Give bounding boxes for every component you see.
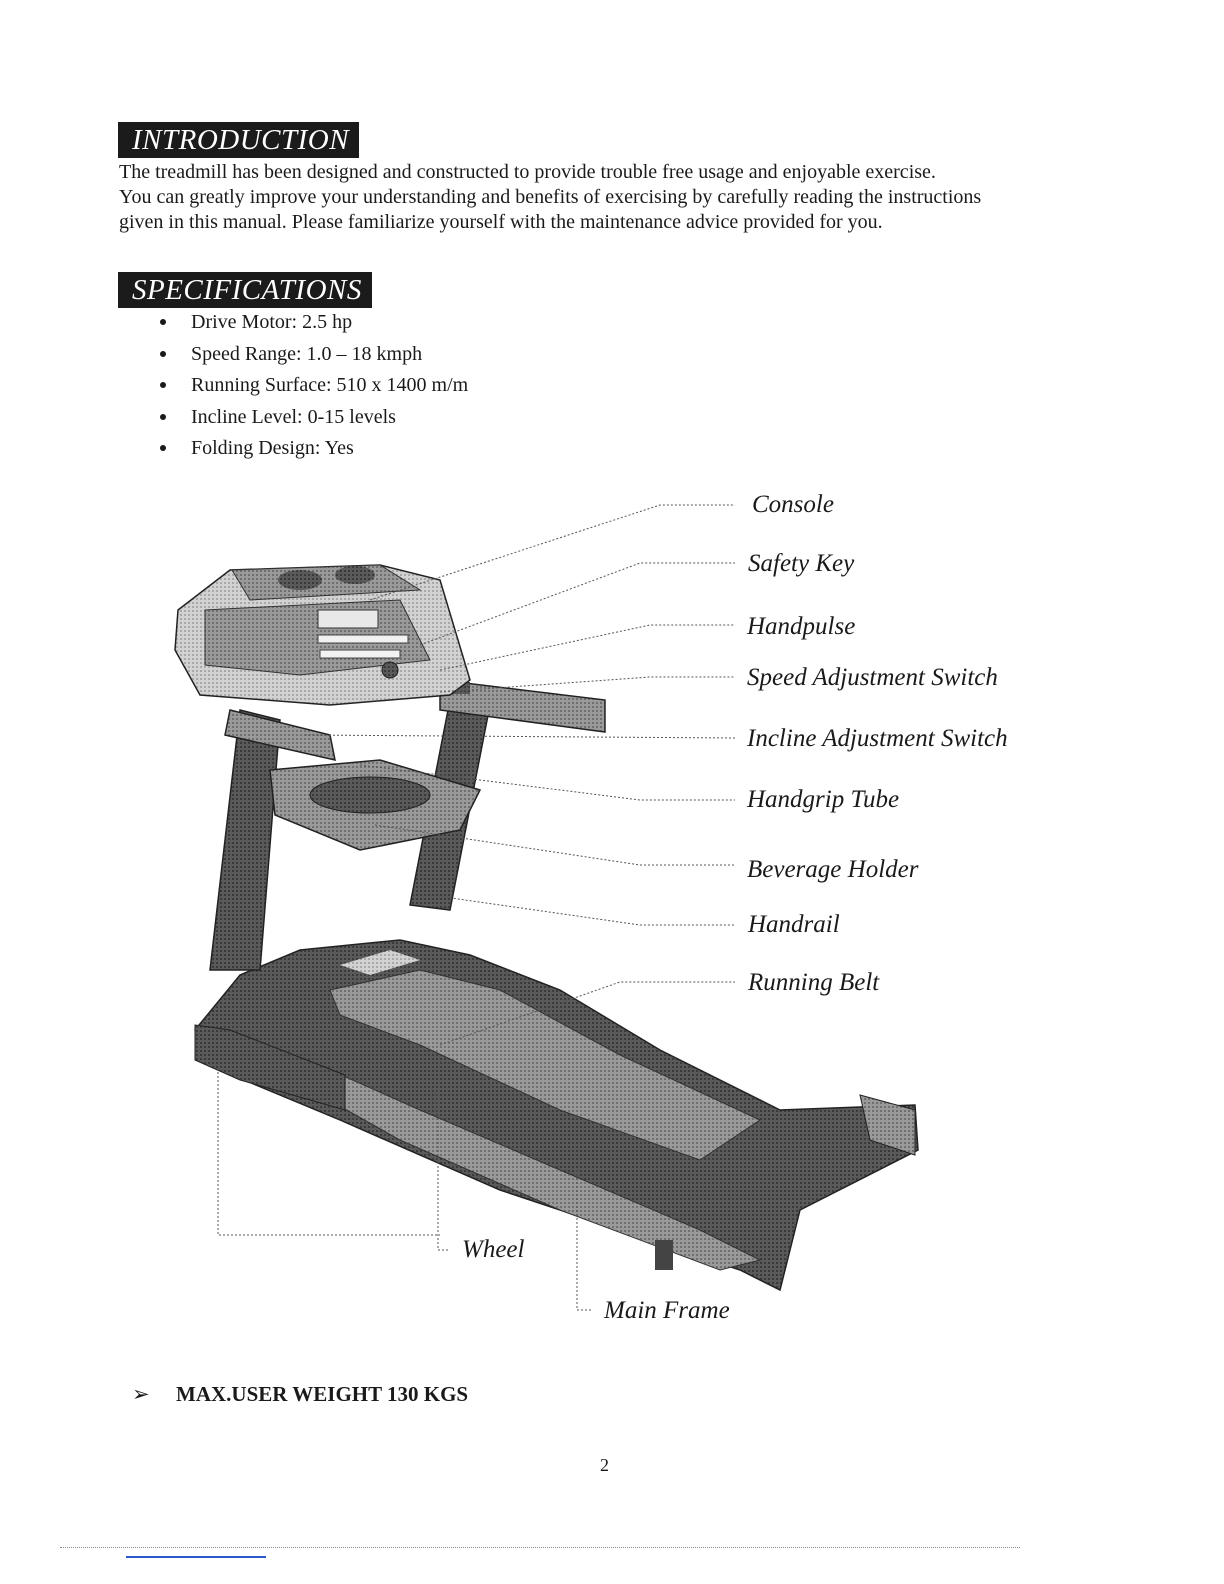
callout-console: Console [752,491,834,518]
page-number: 2 [600,1455,609,1475]
callout-handgrip-tube: Handgrip Tube [747,786,900,813]
introduction-heading: INTRODUCTION [118,122,359,158]
intro-line: You can greatly improve your understanding and benefits of exercising by carefully reading the instructions [119,186,982,208]
spec-item-speed-range: Speed Range: 1.0 – 18 kmph [160,340,468,372]
footer-divider [60,1547,1020,1548]
callout-handpulse: Handpulse [747,613,856,640]
footer-accent-bar [126,1556,266,1558]
max-user-weight-text: MAX.USER WEIGHT 130 KGS [176,1382,469,1406]
spec-item-running-surface: Running Surface: 510 x 1400 m/m [160,371,468,403]
max-user-weight-notice [132,1382,468,1407]
specifications-heading: SPECIFICATIONS [118,272,372,308]
introduction-text [119,160,1119,235]
spec-item-folding-design: Folding Design: Yes [160,434,468,466]
callout-incline-adjustment-switch: Incline Adjustment Switch [747,725,1008,752]
callout-speed-adjustment-switch: Speed Adjustment Switch [747,664,998,691]
intro-line: given in this manual. Please familiarize yourself with the maintenance advice provided for you. [119,211,883,233]
specifications-list [160,308,468,466]
callout-wheel: Wheel [462,1236,525,1263]
arrow-bullet-icon: ➢ [132,1382,150,1406]
intro-line: The treadmill has been designed and constructed to provide trouble free usage and enjoyable exercise. [119,161,936,183]
callout-beverage-holder: Beverage Holder [747,856,919,883]
spec-item-incline-level: Incline Level: 0-15 levels [160,403,468,435]
callout-running-belt: Running Belt [748,969,880,996]
spec-item-drive-motor: Drive Motor: 2.5 hp [160,308,468,340]
callout-safety-key: Safety Key [748,550,855,577]
treadmill-diagram [0,470,1224,1350]
callout-handrail: Handrail [748,911,840,938]
treadmill-console [175,565,470,705]
treadmill-illustration [0,470,1224,1350]
callout-main-frame: Main Frame [604,1297,730,1324]
